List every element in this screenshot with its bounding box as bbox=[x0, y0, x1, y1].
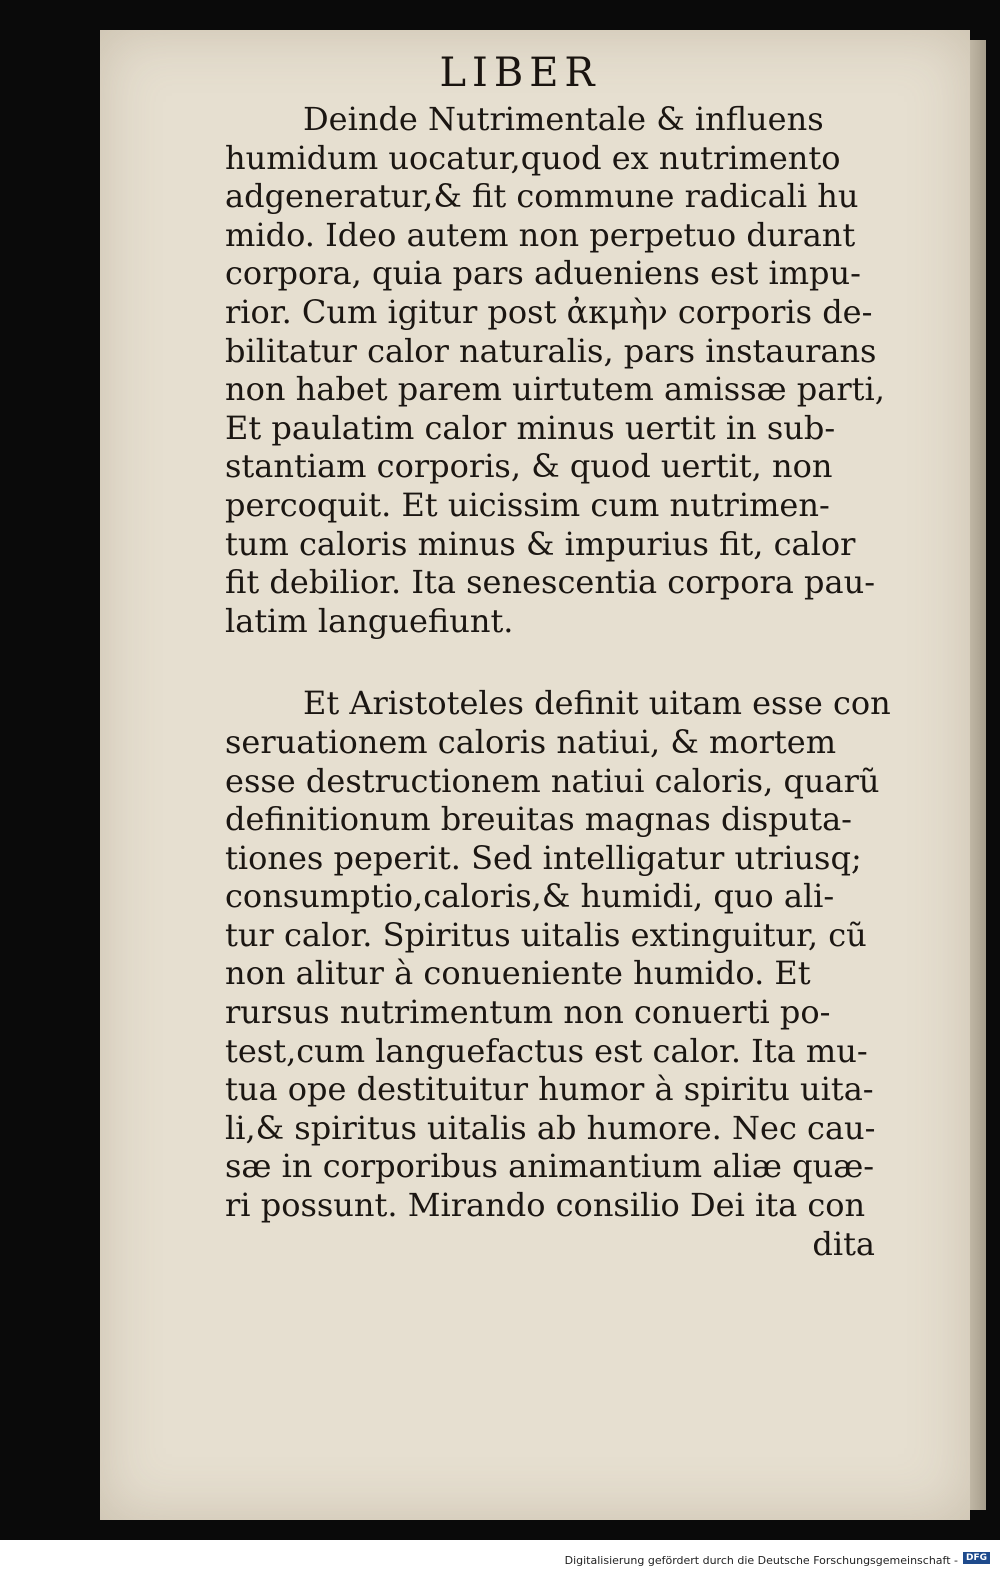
text-line: adgeneratur,& fit commune radicali hu bbox=[225, 177, 859, 216]
text-line: corpora, quia pars adueniens est impu- bbox=[225, 254, 861, 293]
paragraph-2 bbox=[225, 684, 945, 1224]
paragraph-1 bbox=[225, 100, 945, 640]
text-line: rursus nutrimentum non conuerti po- bbox=[225, 993, 831, 1032]
dfg-logo: DFG bbox=[963, 1552, 990, 1564]
page-text bbox=[225, 100, 945, 1263]
running-header: LIBER bbox=[439, 50, 601, 96]
text-line: tum caloris minus & impurius fit, calor bbox=[225, 524, 856, 563]
footer-credit: Digitalisierung gefördert durch die Deutsche Forschungsgemeinschaft - bbox=[564, 1554, 958, 1567]
text-line: Deinde Nutrimentale & influens bbox=[303, 100, 824, 138]
text-line: non alitur à conueniente humido. Et bbox=[225, 954, 811, 993]
text-line: tua ope destituitur humor à spiritu uita- bbox=[225, 1070, 874, 1109]
text-line: ri possunt. Mirando consilio Dei ita con bbox=[225, 1186, 866, 1225]
text-line: consumptio,caloris,& humidi, quo ali- bbox=[225, 877, 835, 916]
text-line: li,& spiritus uitalis ab humore. Nec cau- bbox=[225, 1108, 876, 1147]
text-line: definitionum breuitas magnas disputa- bbox=[225, 800, 852, 839]
paragraph-gap bbox=[225, 640, 945, 684]
text-line: latim languefiunt. bbox=[225, 601, 514, 640]
text-line: sæ in corporibus animantium aliæ quæ- bbox=[225, 1147, 875, 1186]
text-line: mido. Ideo autem non perpetuo durant bbox=[225, 215, 856, 254]
text-line: test,cum languefactus est calor. Ita mu- bbox=[225, 1031, 868, 1070]
text-line: non habet parem uirtutem amissæ parti, bbox=[225, 370, 885, 409]
text-line: percoquit. Et uicissim cum nutrimen- bbox=[225, 485, 830, 524]
text-line: rior. Cum igitur post ἀκμὴν corporis de- bbox=[225, 292, 873, 331]
footer-bar bbox=[0, 1540, 1000, 1580]
text-line: stantiam corporis, & quod uertit, non bbox=[225, 447, 833, 486]
text-line: esse destructionem natiui caloris, quarũ bbox=[225, 761, 880, 800]
catchword: dita bbox=[812, 1224, 875, 1263]
text-line: fit debilior. Ita senescentia corpora pau- bbox=[225, 563, 876, 602]
text-line: humidum uocatur,quod ex nutrimento bbox=[225, 138, 841, 177]
text-line: tur calor. Spiritus uitalis extinguitur, cũ bbox=[225, 915, 867, 954]
text-line: Et Aristoteles definit uitam esse con bbox=[303, 684, 891, 723]
text-line: Et paulatim calor minus uertit in sub- bbox=[225, 408, 836, 447]
text-line: bilitatur calor naturalis, pars instaurans bbox=[225, 331, 877, 370]
text-line: tiones peperit. Sed intelligatur utriusq; bbox=[225, 838, 862, 877]
text-line: seruationem caloris natiui, & mortem bbox=[225, 722, 837, 761]
